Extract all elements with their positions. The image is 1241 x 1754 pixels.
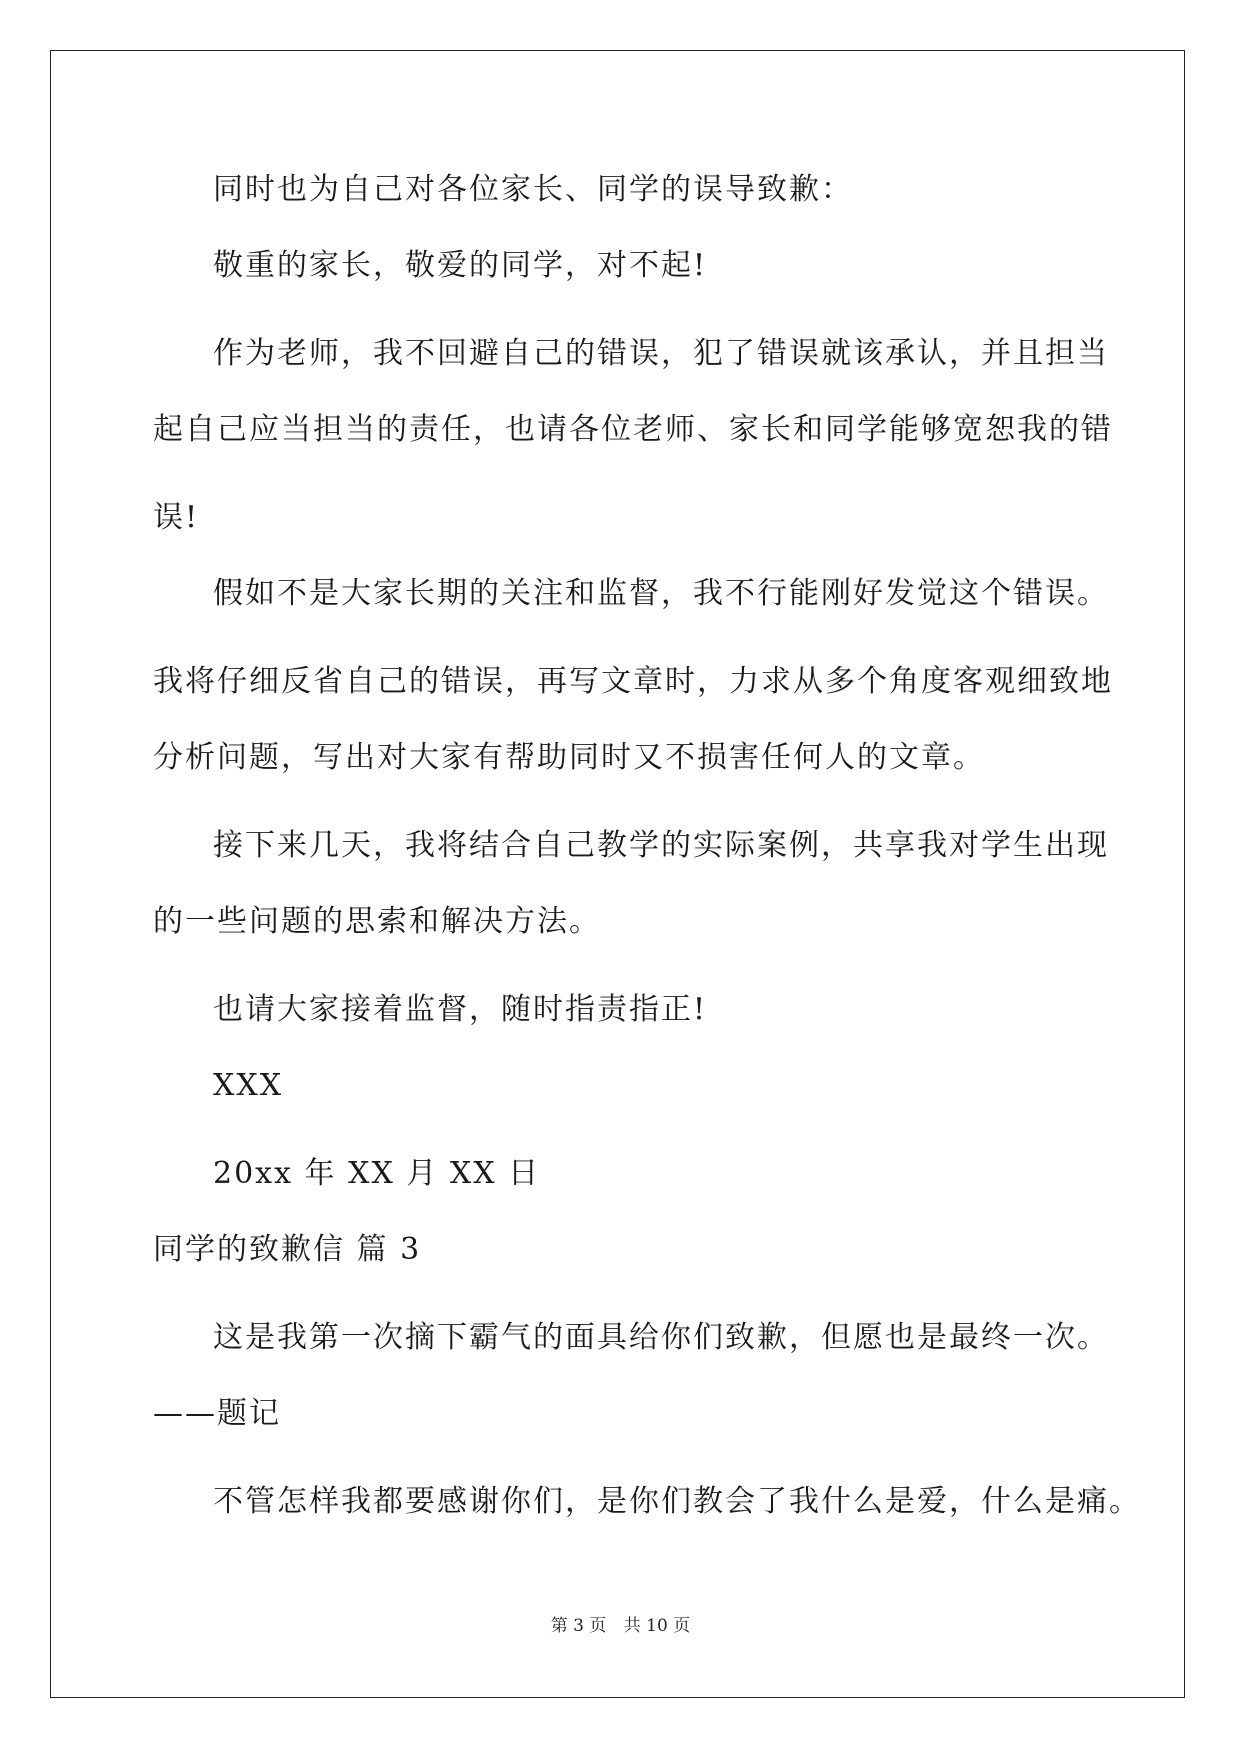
page-number-total: 共 10 页 xyxy=(623,1616,691,1636)
paragraph-line: 接下来几天，我将结合自己教学的实际案例，共享我对学生出现 xyxy=(213,828,1109,863)
paragraph-line: 这是我第一次摘下霸气的面具给你们致歉，但愿也是最终一次。 xyxy=(213,1320,1109,1355)
paragraph-line: 同时也为自己对各位家长、同学的误导致歉： xyxy=(213,172,853,207)
paragraph-line: 也请大家接着监督，随时指责指正! xyxy=(213,992,708,1027)
page-border xyxy=(50,50,1185,1698)
paragraph-line: 敬重的家长，敬爱的同学，对不起! xyxy=(213,248,708,283)
page-number-current: 第 3 页 xyxy=(550,1616,607,1636)
section-heading: 同学的致歉信 篇 3 xyxy=(153,1232,422,1267)
paragraph-line: 假如不是大家长期的关注和监督，我不行能刚好发觉这个错误。 xyxy=(213,576,1109,611)
paragraph-line: 我将仔细反省自己的错误，再写文章时，力求从多个角度客观细致地 xyxy=(153,664,1113,699)
paragraph-line: 起自己应当担当的责任，也请各位老师、家长和同学能够宽恕我的错 xyxy=(153,412,1113,447)
paragraph-line: 分析问题，写出对大家有帮助同时又不损害任何人的文章。 xyxy=(153,740,985,775)
epigraph-attribution: ——题记 xyxy=(153,1396,281,1431)
signature-date: 20xx 年 XX 月 XX 日 xyxy=(213,1156,541,1191)
paragraph-line: 的一些问题的思索和解决方法。 xyxy=(153,904,601,939)
page-footer xyxy=(0,1615,1241,1637)
paragraph-line: 作为老师，我不回避自己的错误，犯了错误就该承认，并且担当 xyxy=(213,336,1109,371)
signature-name: XXX xyxy=(213,1068,284,1103)
paragraph-line: 不管怎样我都要感谢你们，是你们教会了我什么是爱，什么是痛。 xyxy=(213,1484,1141,1519)
paragraph-line: 误! xyxy=(153,500,200,535)
